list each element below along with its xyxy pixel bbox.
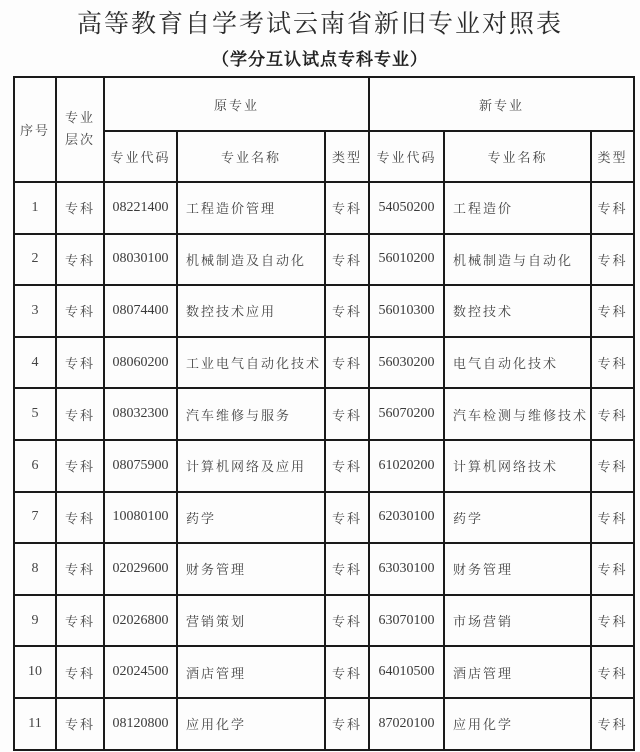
cell-old-type: 专科 xyxy=(325,182,369,234)
cell-old-type: 专科 xyxy=(325,698,369,750)
cell-level: 专科 xyxy=(56,182,104,234)
major-comparison-table xyxy=(13,76,635,751)
cell-old-type: 专科 xyxy=(325,646,369,698)
cell-old-type: 专科 xyxy=(325,595,369,647)
cell-old-code: 08221400 xyxy=(104,182,177,234)
cell-seq: 3 xyxy=(14,285,56,337)
cell-old-type: 专科 xyxy=(325,440,369,492)
cell-old-name: 数控技术应用 xyxy=(177,285,325,337)
cell-new-code: 87020100 xyxy=(369,698,444,750)
cell-level: 专科 xyxy=(56,285,104,337)
cell-seq: 10 xyxy=(14,646,56,698)
cell-seq: 7 xyxy=(14,492,56,544)
table-row xyxy=(14,182,634,234)
cell-seq: 9 xyxy=(14,595,56,647)
cell-seq: 6 xyxy=(14,440,56,492)
cell-level: 专科 xyxy=(56,595,104,647)
cell-old-code: 02024500 xyxy=(104,646,177,698)
table-row xyxy=(14,388,634,440)
cell-level: 专科 xyxy=(56,543,104,595)
header-seq: 序号 xyxy=(14,77,56,182)
cell-new-code: 54050200 xyxy=(369,182,444,234)
header-old-type: 类型 xyxy=(325,131,369,182)
cell-level: 专科 xyxy=(56,234,104,286)
cell-old-code: 02026800 xyxy=(104,595,177,647)
cell-seq: 2 xyxy=(14,234,56,286)
cell-new-type: 专科 xyxy=(591,492,634,544)
cell-new-type: 专科 xyxy=(591,543,634,595)
cell-new-type: 专科 xyxy=(591,646,634,698)
document-subtitle: （学分互认试点专科专业） xyxy=(212,50,428,70)
cell-old-code: 02029600 xyxy=(104,543,177,595)
cell-seq: 8 xyxy=(14,543,56,595)
cell-new-type: 专科 xyxy=(591,234,634,286)
table-row xyxy=(14,698,634,750)
cell-new-name: 机械制造与自动化 xyxy=(444,234,591,286)
table-row xyxy=(14,595,634,647)
header-new-name: 专业名称 xyxy=(444,131,591,182)
cell-new-code: 56070200 xyxy=(369,388,444,440)
cell-old-type: 专科 xyxy=(325,543,369,595)
table-row xyxy=(14,285,634,337)
cell-new-name: 电气自动化技术 xyxy=(444,337,591,389)
header-old-name: 专业名称 xyxy=(177,131,325,182)
cell-new-name: 应用化学 xyxy=(444,698,591,750)
header-old-code: 专业代码 xyxy=(104,131,177,182)
table-row xyxy=(14,646,634,698)
header-new-type: 类型 xyxy=(591,131,634,182)
cell-old-code: 10080100 xyxy=(104,492,177,544)
cell-old-code: 08060200 xyxy=(104,337,177,389)
cell-seq: 11 xyxy=(14,698,56,750)
cell-level: 专科 xyxy=(56,388,104,440)
cell-new-name: 数控技术 xyxy=(444,285,591,337)
cell-new-name: 财务管理 xyxy=(444,543,591,595)
header-new-code: 专业代码 xyxy=(369,131,444,182)
cell-old-name: 酒店管理 xyxy=(177,646,325,698)
cell-new-code: 62030100 xyxy=(369,492,444,544)
cell-new-name: 工程造价 xyxy=(444,182,591,234)
cell-new-code: 61020200 xyxy=(369,440,444,492)
header-level xyxy=(56,77,104,182)
cell-new-name: 药学 xyxy=(444,492,591,544)
cell-old-name: 财务管理 xyxy=(177,543,325,595)
header-new-major-group: 新专业 xyxy=(369,77,634,131)
cell-new-code: 56030200 xyxy=(369,337,444,389)
cell-level: 专科 xyxy=(56,698,104,750)
cell-seq: 4 xyxy=(14,337,56,389)
cell-old-name: 工业电气自动化技术 xyxy=(177,337,325,389)
cell-new-code: 64010500 xyxy=(369,646,444,698)
cell-new-code: 63030100 xyxy=(369,543,444,595)
cell-old-type: 专科 xyxy=(325,285,369,337)
cell-old-name: 工程造价管理 xyxy=(177,182,325,234)
document-title: 高等教育自学考试云南省新旧专业对照表 xyxy=(76,9,563,38)
cell-old-name: 应用化学 xyxy=(177,698,325,750)
cell-old-name: 营销策划 xyxy=(177,595,325,647)
table-row xyxy=(14,234,634,286)
table-row xyxy=(14,337,634,389)
cell-level: 专科 xyxy=(56,440,104,492)
table-row xyxy=(14,440,634,492)
cell-old-name: 机械制造及自动化 xyxy=(177,234,325,286)
cell-old-code: 08032300 xyxy=(104,388,177,440)
table-row xyxy=(14,492,634,544)
cell-new-type: 专科 xyxy=(591,285,634,337)
cell-old-name: 汽车维修与服务 xyxy=(177,388,325,440)
cell-old-type: 专科 xyxy=(325,388,369,440)
cell-new-name: 汽车检测与维修技术 xyxy=(444,388,591,440)
cell-old-type: 专科 xyxy=(325,492,369,544)
cell-seq: 5 xyxy=(14,388,56,440)
cell-new-type: 专科 xyxy=(591,182,634,234)
cell-old-type: 专科 xyxy=(325,234,369,286)
cell-new-type: 专科 xyxy=(591,388,634,440)
table-row xyxy=(14,543,634,595)
cell-seq: 1 xyxy=(14,182,56,234)
cell-new-type: 专科 xyxy=(591,440,634,492)
cell-old-code: 08074400 xyxy=(104,285,177,337)
cell-old-name: 计算机网络及应用 xyxy=(177,440,325,492)
cell-new-name: 市场营销 xyxy=(444,595,591,647)
cell-new-code: 63070100 xyxy=(369,595,444,647)
cell-level: 专科 xyxy=(56,646,104,698)
cell-old-code: 08030100 xyxy=(104,234,177,286)
cell-level: 专科 xyxy=(56,337,104,389)
cell-new-type: 专科 xyxy=(591,595,634,647)
header-old-major-group: 原专业 xyxy=(104,77,369,131)
cell-new-code: 56010300 xyxy=(369,285,444,337)
cell-old-name: 药学 xyxy=(177,492,325,544)
cell-new-name: 酒店管理 xyxy=(444,646,591,698)
cell-new-name: 计算机网络技术 xyxy=(444,440,591,492)
cell-new-code: 56010200 xyxy=(369,234,444,286)
cell-old-code: 08075900 xyxy=(104,440,177,492)
cell-new-type: 专科 xyxy=(591,698,634,750)
header-level-text: 专业层次 xyxy=(65,110,96,148)
cell-level: 专科 xyxy=(56,492,104,544)
cell-old-type: 专科 xyxy=(325,337,369,389)
cell-new-type: 专科 xyxy=(591,337,634,389)
table-body xyxy=(14,182,634,750)
cell-old-code: 08120800 xyxy=(104,698,177,750)
